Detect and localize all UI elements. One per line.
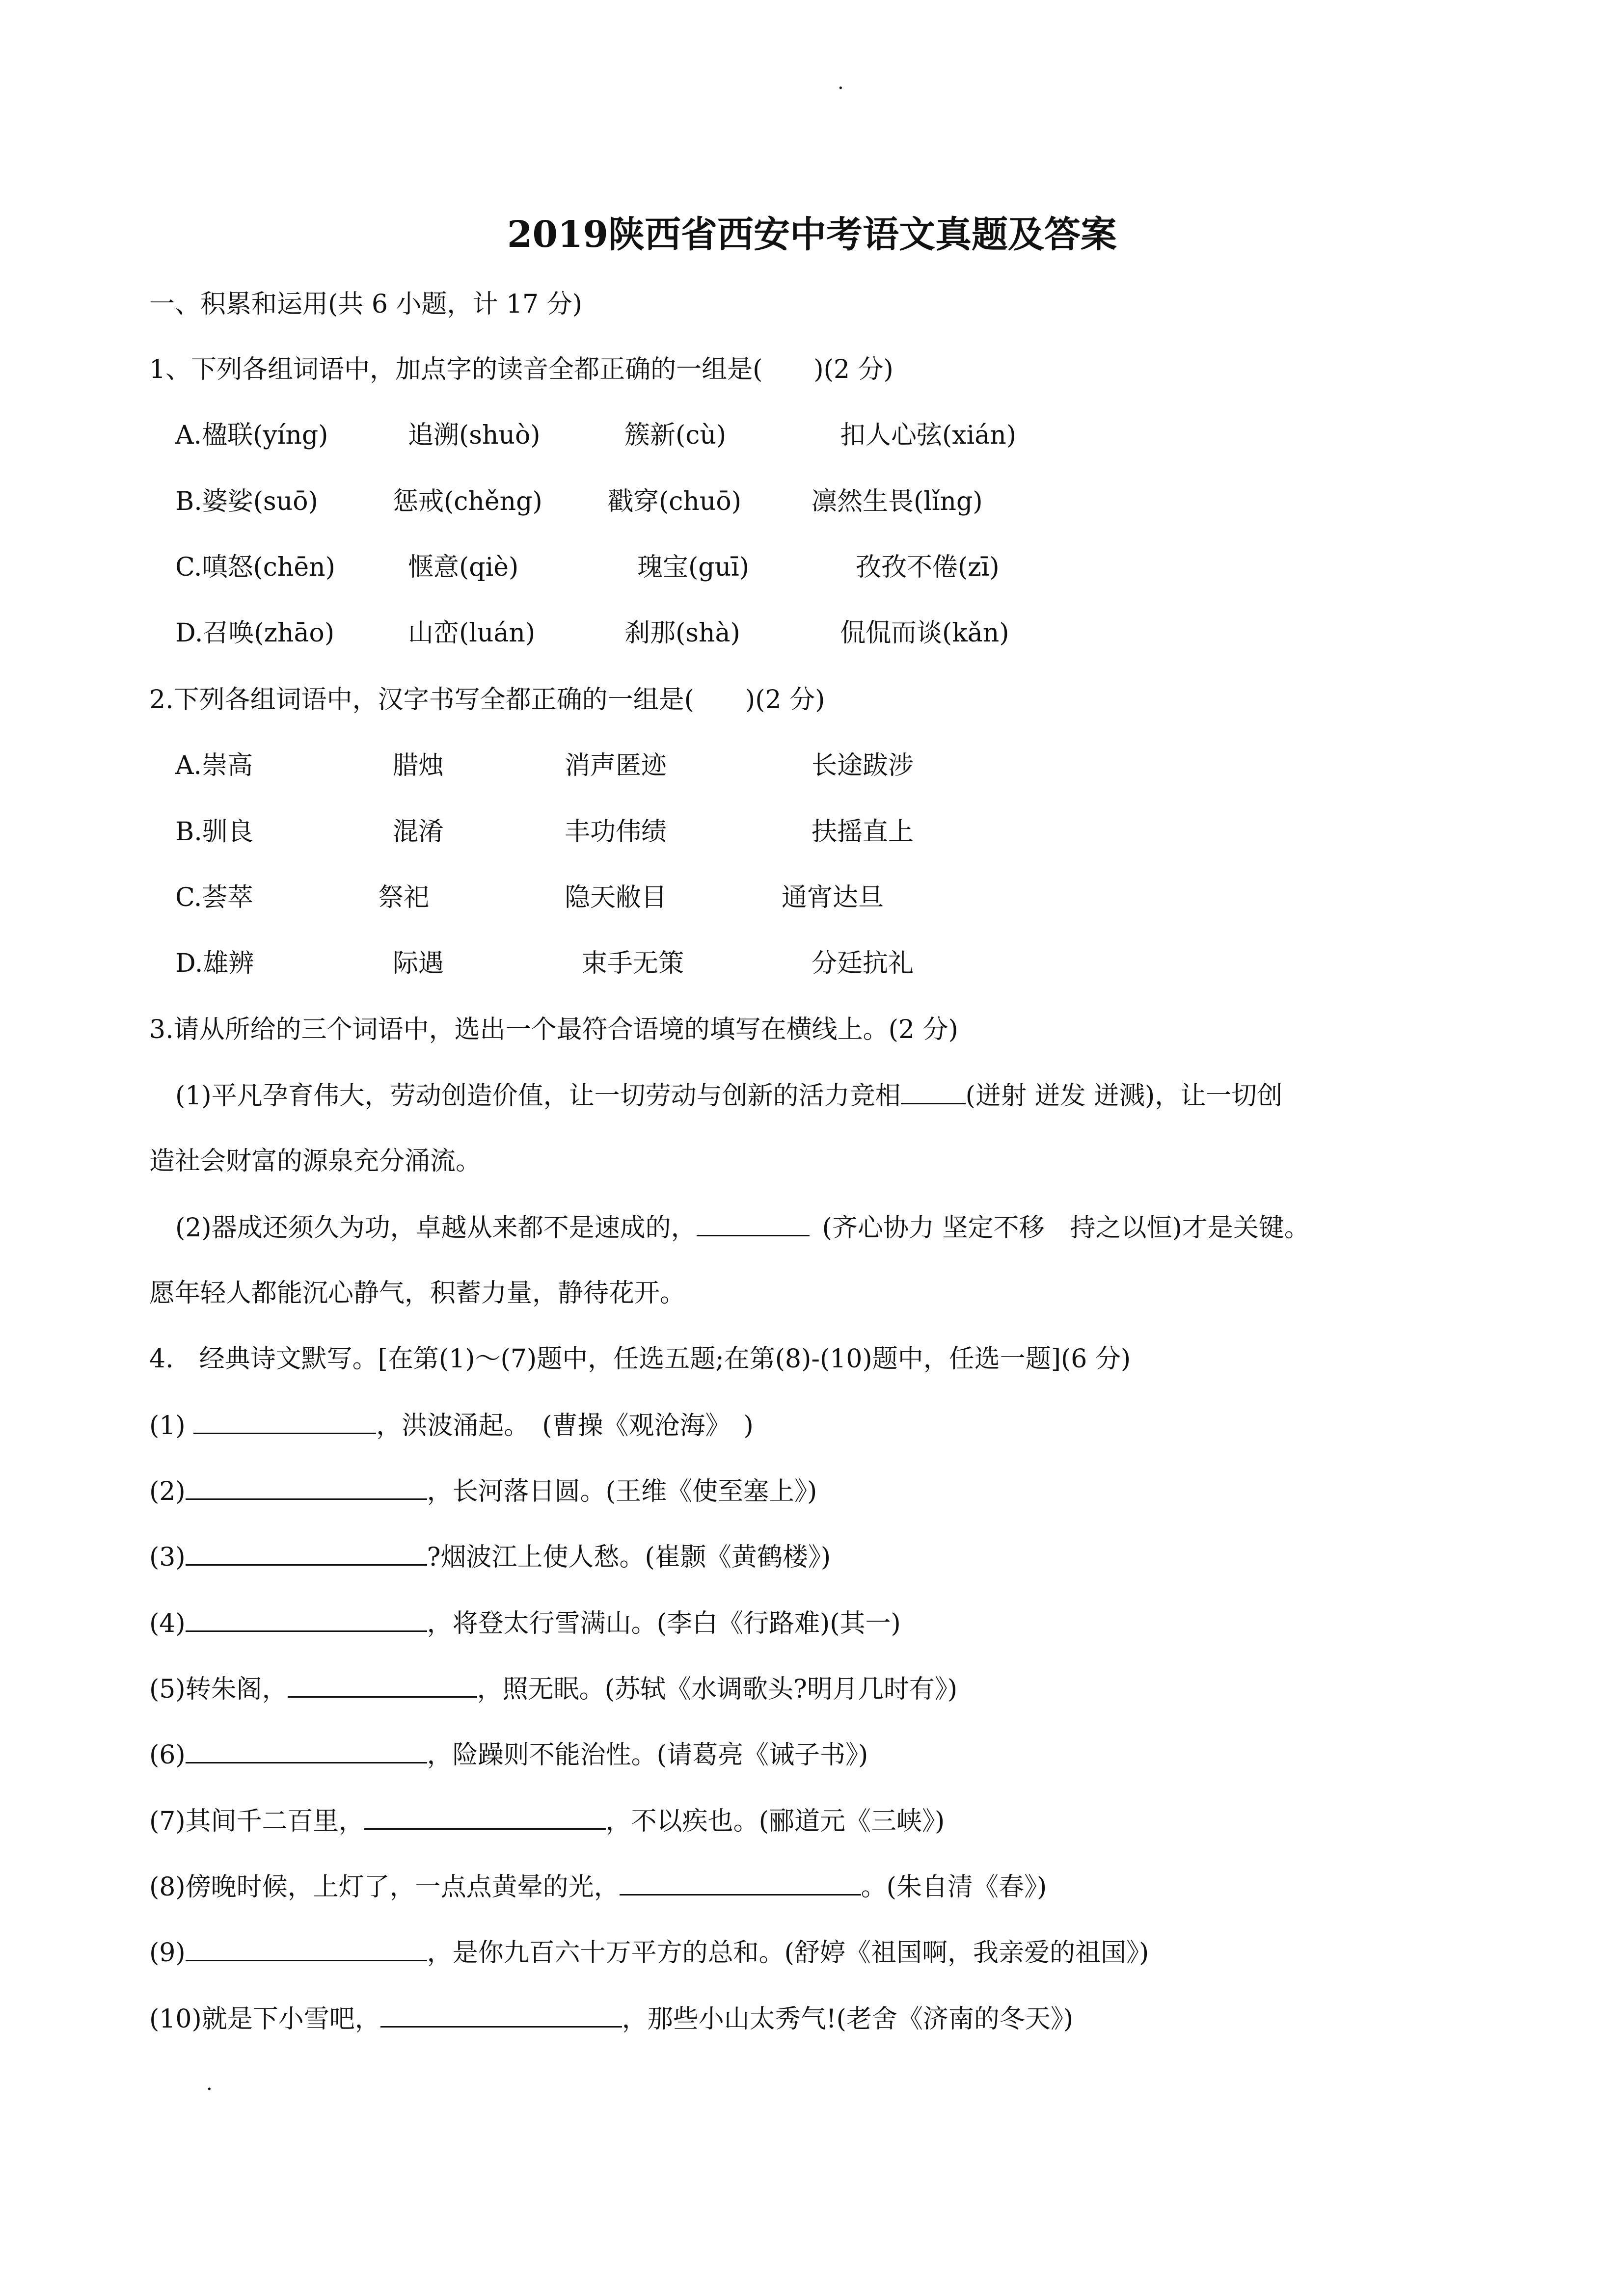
q2-option-a: A.崇高 [175,751,253,780]
q4-item-3 [149,1540,831,1575]
q2-option-d-word3: 束手无策 [582,949,684,978]
q2-option-d-word4: 分廷抗礼 [812,949,914,978]
q2-option-c-word2: 祭祀 [378,883,430,912]
q1-option-a-word4: 扣人心弦(xián) [840,421,1017,450]
q4-item-2-blank[interactable] [186,1474,427,1500]
q4-item-4 [149,1606,901,1641]
q3-part1-blank[interactable] [901,1078,966,1104]
q4-item-1-blank[interactable] [193,1408,376,1434]
q4-item-7-prefix: (7)其间千二百里， [149,1807,364,1836]
q4-item-5-prefix: (5)转朱阁， [149,1675,288,1704]
q1-option-b-word4: 凛然生畏(lǐng) [812,487,983,516]
q4-item-6 [149,1737,868,1772]
q4-item-4-suffix: ，将登太行雪满山。(李白《行路难)(其一) [427,1609,901,1638]
q4-item-10-blank[interactable] [380,2002,622,2028]
q4-item-5-suffix: ，照无眠。(苏轼《水调歌头?明月几时有》) [477,1675,958,1704]
q1-option-d: D.召唤(zhāo) [175,618,335,648]
q4-item-6-suffix: ，险躁则不能治性。(请葛亮《诫子书》) [427,1740,868,1770]
q4-item-6-prefix: (6) [149,1740,186,1770]
q3-part2-blank[interactable] [697,1210,810,1236]
q4-item-4-prefix: (4) [149,1609,186,1638]
q3-stem: 3.请从所给的三个词语中，选出一个最符合语境的填写在横线上。(2 分) [149,1015,958,1044]
q3-part1-text-a: (1)平凡孕育伟大，劳动创造价值，让一切劳动与创新的活力竞相 [175,1081,901,1111]
q4-item-8-prefix: (8)傍晚时候，上灯了，一点点黄晕的光， [149,1872,620,1902]
q1-option-d-word2: 山峦(luán) [408,618,536,648]
q2-option-b: B.驯良 [175,817,253,847]
footer-mark: . [206,2072,213,2095]
q4-item-4-blank[interactable] [186,1606,427,1632]
q4-item-9 [149,1935,1149,1970]
q1-option-b-word2: 惩戒(chěng) [393,487,542,516]
q1-option-c: C.嗔怒(chēn) [175,553,335,582]
q1-option-a-word3: 簇新(cù) [624,421,727,450]
q2-option-a-word2: 腊烛 [393,751,444,780]
q4-item-1 [149,1408,754,1443]
q1-option-c-word4: 孜孜不倦(zī) [856,553,1000,582]
q2-option-d: D.雄辨 [175,949,254,978]
q4-item-5 [149,1672,957,1707]
q2-option-c-word3: 隐天敝目 [565,883,667,912]
q1-option-c-word3: 瑰宝(guī) [637,553,749,582]
q4-item-6-blank[interactable] [186,1737,427,1763]
q1-option-a: A.楹联(yíng) [175,421,328,450]
q4-item-8-suffix: 。(朱自清《春》) [861,1872,1047,1902]
q4-item-8 [149,1869,1047,1904]
page-title: 2019陕西省西安中考语文真题及答案 [507,214,1117,256]
q4-item-7-blank[interactable] [364,1804,606,1830]
q1-option-b: B.婆娑(suō) [175,487,318,516]
q1-option-d-word3: 刹那(shà) [624,618,740,648]
q4-item-8-blank[interactable] [620,1869,861,1896]
q4-item-3-suffix: ?烟波江上使人愁。(崔颢《黄鹤楼》) [427,1543,831,1572]
q2-option-a-word3: 消声匿迹 [565,751,667,780]
q1-option-d-word4: 侃侃而谈(kǎn) [840,618,1009,648]
section-heading: 一、积累和运用(共 6 小题，计 17 分) [149,290,582,319]
q4-item-3-blank[interactable] [186,1540,427,1566]
q4-item-10-prefix: (10)就是下小雪吧， [149,2004,380,2034]
q4-item-7 [149,1804,945,1839]
q2-option-b-word3: 丰功伟绩 [565,817,667,847]
q2-stem: 2.下列各组词语中，汉字书写全都正确的一组是( )(2 分) [149,685,825,715]
q2-option-a-word4: 长途跋涉 [812,751,914,780]
q4-item-7-suffix: ，不以疾也。(郦道元《三峡》) [605,1807,945,1836]
q2-option-b-word2: 混淆 [393,817,444,847]
q4-item-10 [149,2002,1073,2036]
header-mark: . [838,71,844,94]
q2-option-c-word4: 通宵达旦 [782,883,884,912]
q1-option-b-word3: 戳穿(chuō) [608,487,741,516]
q3-part2-line2: 愿年轻人都能沉心静气，积蓄力量，静待花开。 [149,1279,686,1308]
q3-part1-text-b: (迸射 迸发 迸溅)，让一切创 [965,1081,1283,1111]
q4-stem: 4. 经典诗文默写。[在第(1)～(7)题中，任选五题;在第(8)-(10)题中，任选一题](6 分) [149,1344,1131,1374]
q4-item-2-prefix: (2) [149,1477,186,1506]
q4-item-9-prefix: (9) [149,1938,186,1968]
q4-item-10-suffix: ，那些小山太秀气!(老舍《济南的冬天》) [622,2004,1074,2034]
q3-part1-line1 [175,1078,1282,1113]
q1-stem: 1、下列各组词语中，加点字的读音全都正确的一组是( )(2 分) [149,355,893,384]
q4-item-1-prefix: (1) [149,1411,194,1441]
q3-part2-text-a: (2)器成还须久为功，卓越从来都不是速成的， [175,1213,697,1243]
q2-option-b-word4: 扶摇直上 [812,817,914,847]
q4-item-2 [149,1474,817,1509]
q4-item-3-prefix: (3) [149,1543,186,1572]
q4-item-2-suffix: ，长河落日圆。(王维《使至塞上》) [427,1477,817,1506]
q3-part2-line1 [175,1210,1310,1245]
q3-part1-line2: 造社会财富的源泉充分涌流。 [149,1147,482,1176]
q4-item-9-suffix: ，是你九百六十万平方的总和。(舒婷《祖国啊，我亲爱的祖国》) [427,1938,1149,1968]
q4-item-5-blank[interactable] [288,1672,477,1698]
q1-option-c-word2: 惬意(qiè) [408,553,519,582]
q2-option-d-word2: 际遇 [393,949,444,978]
q4-item-9-blank[interactable] [186,1935,427,1961]
q3-part2-text-b: (齐心协力 坚定不移 持之以恒)才是关键。 [822,1213,1310,1243]
q4-item-1-suffix: ，洪波涌起。 (曹操《观沧海》 ) [376,1411,754,1441]
q2-option-c: C.荟萃 [175,883,253,912]
q1-option-a-word2: 追溯(shuò) [408,421,541,450]
